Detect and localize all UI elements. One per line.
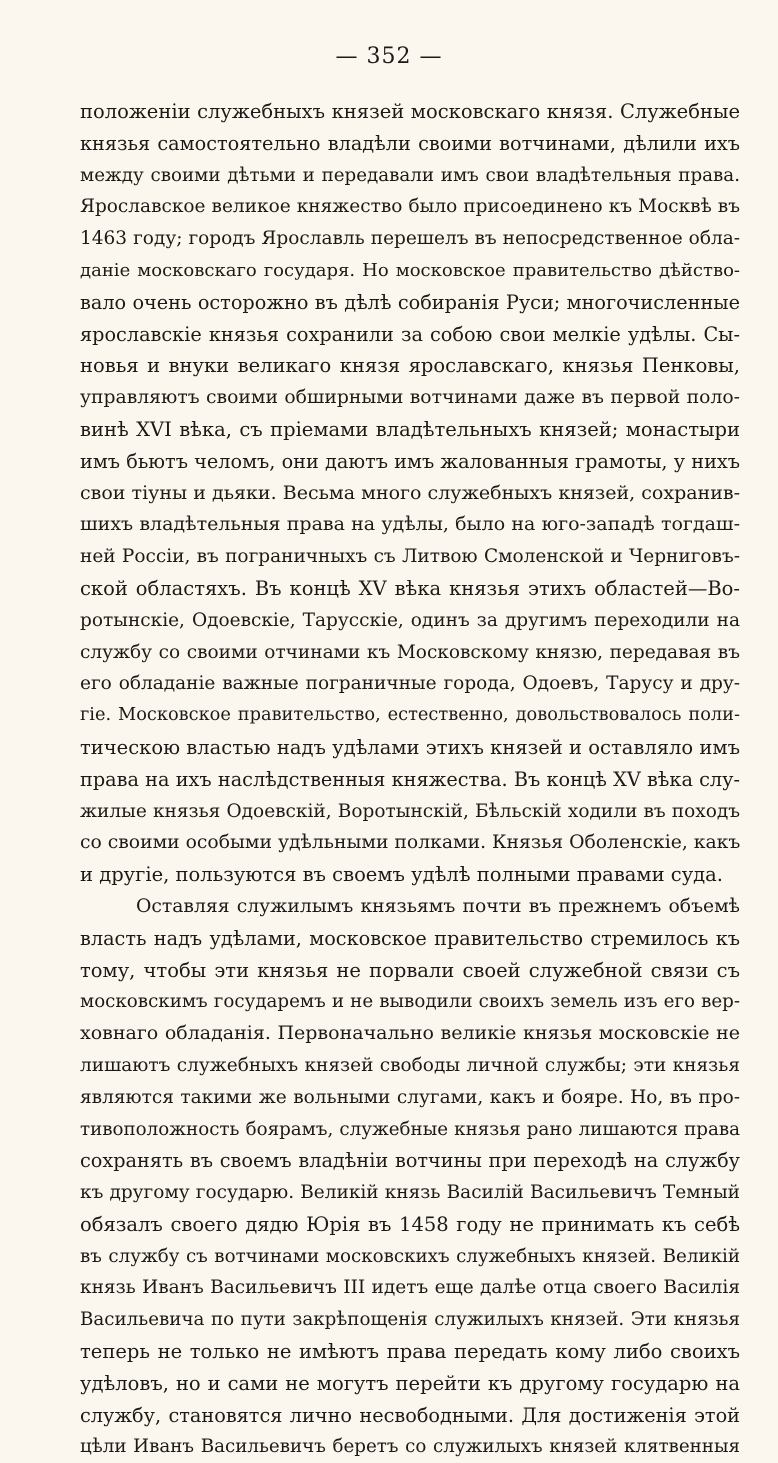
text-line: между своими дѣтьми и передавали имъ свои владѣтельныя права. <box>80 164 740 186</box>
text-line: ярославскiе князья сохранили за собою свои мелкiе удѣлы. Сы- <box>80 322 740 346</box>
text-line: 1463 году; городъ Ярославль перешелъ въ непосредственное обла- <box>80 228 740 250</box>
text-line: службу со своими отчинами къ Московскому князю, передавая въ <box>80 641 740 663</box>
text-line: являются такими же вольными слугами, какъ и бояре. Но, въ про- <box>80 1086 740 1108</box>
text-line: тическою властью надъ удѣлами этихъ князей и оставляло имъ <box>80 735 740 759</box>
text-line: данiе московскаго государя. Но московское правительство дѣйство- <box>80 259 740 281</box>
text-line: тивоположность боярамъ, служебные князья рано лишаются права <box>80 1118 740 1140</box>
text-line: ской областяхъ. Въ концѣ XV вѣка князья этихъ областей—Во- <box>80 576 740 600</box>
text-line: обязалъ своего дядю Юрiя въ 1458 году не принимать къ себѣ <box>80 1212 740 1236</box>
text-line: гiе. Московское правительство, естественно, довольствовалось поли- <box>80 705 740 726</box>
text-line: сохранять въ своемъ владѣнiи вотчины при переходѣ на службу <box>80 1149 740 1173</box>
text-line: князья самостоятельно владѣли своими вотчинами, дѣлили ихъ <box>80 131 740 155</box>
text-line: имъ бьютъ челомъ, они даютъ имъ жалованныя грамоты, у нихъ <box>80 449 740 473</box>
text-line: новья и внуки великаго князя ярославскаго, князья Пенковы, <box>80 354 740 378</box>
text-line: ней Россiи, въ пограничныхъ съ Литвою Смоленской и Черниговъ- <box>80 546 740 568</box>
text-line: Васильевича по пути закрѣпощенiя служилыхъ князей. Эти князья <box>80 1309 740 1331</box>
text-line: лишаютъ служебныхъ князей свободы личной службы; эти князья <box>80 1054 740 1076</box>
text-line: князь Иванъ Васильевичъ III идетъ еще далѣе отца своего Василiя <box>80 1277 740 1299</box>
text-line: и другiе, пользуются въ своемъ удѣлѣ полными правами суда. <box>80 863 724 887</box>
text-line: права на ихъ наслѣдственныя княжества. Въ концѣ XV вѣка слу- <box>80 767 740 791</box>
text-line: цѣли Иванъ Васильевичъ беретъ со служилыхъ князей клятвенныя <box>80 1436 740 1458</box>
text-line: теперь не только не имѣютъ права передать кому либо своихъ <box>80 1340 740 1364</box>
text-line: службу, становятся лично несвободными. Для достиженiя этой <box>80 1403 740 1427</box>
text-line: Оставляя служилымъ князьямъ почти въ прежнемъ объемѣ <box>136 895 740 917</box>
text-line: шихъ владѣтельныя права на удѣлы, было на юго-западѣ тогдаш- <box>80 513 740 536</box>
text-line: со своими особыми удѣльными полками. Князья Оболенскiе, какъ <box>80 832 741 854</box>
text-line: управляютъ своими обширными вотчинами даже въ первой поло- <box>80 387 740 409</box>
page-number: — 352 — <box>335 44 443 69</box>
text-line: власть надъ удѣлами, московское правительство стремилось къ <box>80 926 740 950</box>
text-line: тому, чтобы эти князья не порвали своей служебной связи съ <box>80 958 740 982</box>
text-line: положенiи служебныхъ князей московскаго князя. Служебные <box>80 100 740 123</box>
text-line: удѣловъ, но и сами не могутъ перейти къ другому государю на <box>80 1371 740 1395</box>
text-line: жилые князья Одоевскiй, Воротынскiй, Бѣльскiй ходили въ походъ <box>80 800 740 822</box>
text-line: къ другому государю. Великiй князь Василiй Васильевичъ Темный <box>80 1182 740 1204</box>
text-line: въ службу съ вотчинами московскихъ служебныхъ князей. Великiй <box>80 1245 740 1267</box>
text-line: московскимъ государемъ и не выводили своихъ земель изъ его вер- <box>80 991 740 1013</box>
text-line: вало очень осторожно въ дѣлѣ собиранiя Руси; многочисленные <box>80 290 740 314</box>
text-line: его обладанiе важные пограничные города, Одоевъ, Тарусу и дру- <box>80 673 740 695</box>
text-line: Ярославское великое княжество было присоединено къ Москвѣ въ <box>80 196 740 218</box>
text-line: свои тiуны и дьяки. Весьма много служебныхъ князей, сохранив- <box>80 481 740 504</box>
text-line: винѣ XVI вѣка, съ прiемами владѣтельныхъ князей; монастыри <box>80 417 740 441</box>
text-line: ротынскiе, Одоевскiе, Тарусскiе, одинъ за другимъ переходили на <box>80 609 740 631</box>
text-line: ховнаго обладанiя. Первоначально великiе князья московскiе не <box>80 1022 740 1045</box>
